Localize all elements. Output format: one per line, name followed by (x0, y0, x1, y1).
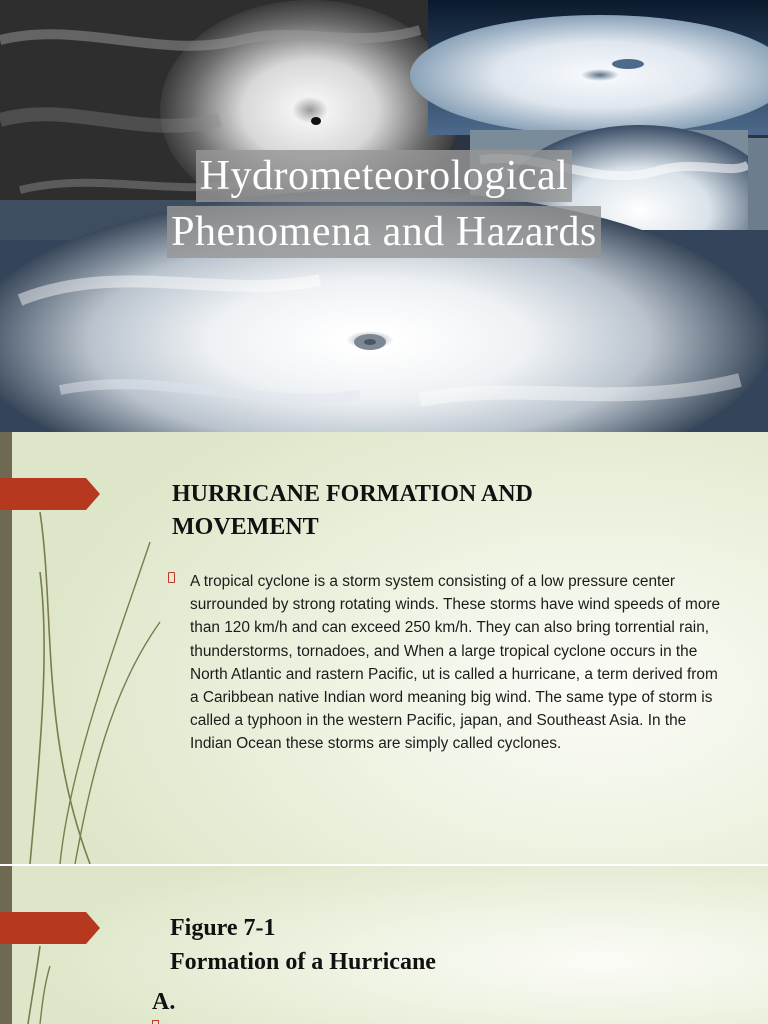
figure-label: Figure 7-1 (170, 915, 276, 941)
section-label: A. (152, 989, 176, 1015)
hollow-square-bullet-icon (152, 1020, 159, 1024)
hurricane-satellite-collage (0, 0, 768, 432)
hurricane-formation-slide (0, 432, 768, 864)
slide-title-line-1: Hydrometeorological (196, 150, 573, 202)
slide-heading: HURRICANE FORMATION AND MOVEMENT (172, 481, 533, 540)
chevron-arrow-icon (0, 478, 100, 510)
figure-title: Formation of a Hurricane (170, 949, 436, 975)
chevron-arrow-icon (0, 912, 100, 944)
figure-slide (0, 866, 768, 1024)
hollow-square-bullet-icon (168, 572, 175, 583)
slide-title-line-2: Phenomena and Hazards (167, 206, 601, 258)
title-slide (0, 0, 768, 432)
slide-paragraph: A tropical cyclone is a storm system consisting of a low pressure center surrounded by strong rotating winds. These storms have wind speeds of more than 120 km/h and can exceed 250 km/h. They can also bring torrential rain, thunderstorms, tornadoes, and When a large tropical cyclone occurs in the North Atlantic and rastern Pacific, ut is called a hurricane, a term derived from a Caribbean native Indian word meaning big wind. The same type of storm is called a typhoon in the western Pacific, japan, and Southeast Asia. In the Indian Ocean these storms are simply called cyclones. (190, 573, 721, 753)
